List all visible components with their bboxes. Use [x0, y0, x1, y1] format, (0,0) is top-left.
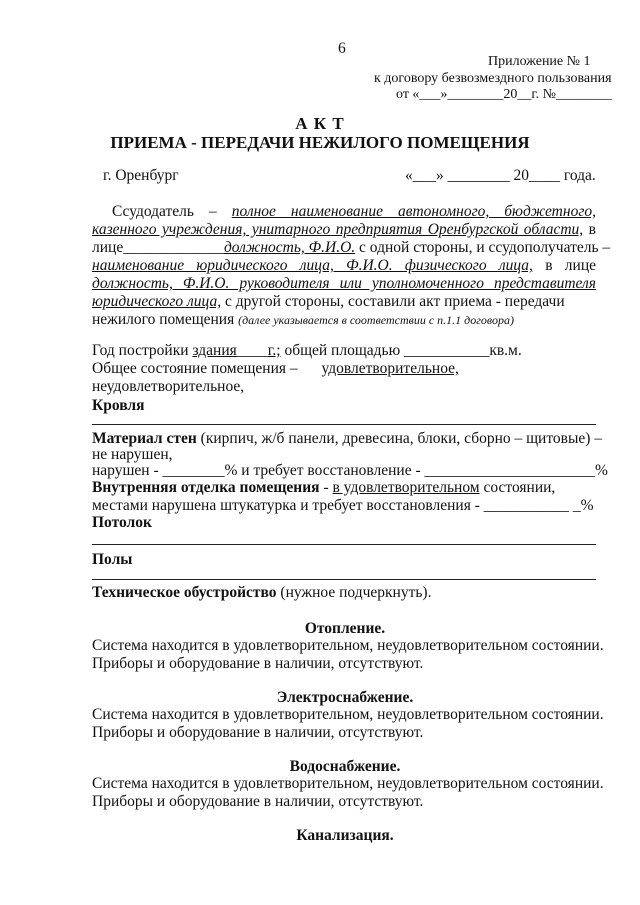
appendix-contract: к договору безвозмездного пользования [374, 71, 612, 86]
electricity-title: Электроснабжение. [276, 689, 414, 706]
appendix-date-number: от «___»________20__г. №________ [396, 87, 612, 102]
sewerage-title: Канализация. [296, 827, 394, 844]
lender-position-placeholder: должность, Ф.И.О. [223, 239, 356, 256]
text: Год постройки [92, 342, 189, 359]
city: г. Оренбург [103, 167, 179, 184]
electricity-devices: Приборы и оборудование в наличии, отсутствуют. [92, 724, 424, 741]
walls-options: (кирпич, ж/б панели, древесина, блоки, сборно – щитовые) – [196, 430, 603, 447]
page-number: 6 [338, 40, 346, 57]
lender-name-placeholder-cont: казенного учреждения, унитарного предприятия Оренбургской области, [92, 221, 584, 238]
blank-field: _____________ [123, 239, 224, 256]
walls-broken-line: нарушен - ________% и требует восстановление - ______________________% [92, 462, 608, 479]
construction-year-line [92, 342, 522, 360]
technical-equipment-line [92, 584, 431, 602]
floors-label: Полы [92, 551, 133, 568]
heating-state: Система находится в удовлетворительном, неудовлетворительном состоянии. [92, 637, 604, 654]
intro-line-3 [92, 239, 611, 257]
water-supply-devices: Приборы и оборудование в наличии, отсутствуют. [92, 793, 424, 810]
text: с одной стороны, и ссудополучатель – [355, 239, 611, 256]
borrower-representative-placeholder: должность, Ф.И.О. руководителя или уполномоченного представителя [92, 275, 596, 292]
text: нежилого помещения [92, 311, 239, 328]
water-supply-state: Система находится в удовлетворительном, неудовлетворительном состоянии. [92, 775, 604, 792]
act-subtitle: ПРИЕМА - ПЕРЕДАЧИ НЕЖИЛОГО ПОМЕЩЕНИЯ [110, 133, 530, 152]
heating-title: Отопление. [304, 620, 386, 637]
text: Общее состояние помещения – [92, 360, 298, 377]
ceiling-line [92, 544, 596, 545]
intro-line-4 [92, 257, 596, 275]
roof-label: Кровля [92, 397, 145, 414]
intro-line-2 [92, 221, 596, 239]
floors-line [92, 579, 596, 580]
general-state-line [92, 360, 459, 378]
contract-reference-note: (далее указывается в соответствии с п.1.1 договора) [238, 313, 514, 327]
interior-finish-label: Внутренняя отделка помещения [92, 479, 320, 496]
walls-label: Материал стен [92, 430, 197, 447]
intro-line-6 [92, 293, 596, 311]
state-satisfactory: удовлетворительное, [321, 360, 459, 377]
blank-field: ____ [236, 342, 268, 359]
roof-line [92, 424, 596, 425]
text: - [319, 479, 333, 496]
area-field: общей площадью ___________кв.м. [280, 342, 522, 359]
year-suffix: г.; [267, 342, 281, 359]
heating-devices: Приборы и оборудование в наличии, отсутствуют. [92, 655, 424, 672]
lender-label: Ссудодатель – [112, 203, 217, 220]
intro-line-7 [92, 311, 514, 329]
walls-not-broken: не нарушен, [92, 446, 173, 463]
interior-finish-line [92, 479, 555, 497]
plaster-damage-line: местами нарушена штукатурка и требует восстановления - ___________ _% [92, 497, 594, 514]
intro-line-1 [112, 203, 596, 221]
year-field: здания [192, 342, 237, 359]
appendix-title: Приложение № 1 [488, 54, 591, 69]
text: лице [92, 239, 124, 256]
document-date: «___» ________ 20____ года. [405, 167, 596, 184]
finish-satisfactory: в удовлетворительном [332, 479, 480, 496]
text: с другой стороны, составили акт приема - передачи [221, 293, 565, 310]
text: (нужное подчеркнуть). [276, 584, 432, 601]
text: в лице [532, 257, 596, 274]
water-supply-title: Водоснабжение. [289, 758, 401, 775]
state-unsatisfactory: неудовлетворительное, [92, 378, 245, 395]
lender-name-placeholder: полное наименование автономного, бюджетного, [231, 203, 596, 220]
text: состоянии, [479, 479, 556, 496]
ceiling-label: Потолок [92, 514, 152, 531]
borrower-name-placeholder: наименование юридического лица, Ф.И.О. физического лица, [92, 257, 533, 274]
electricity-state: Система находится в удовлетворительном, неудовлетворительном состоянии. [92, 706, 604, 723]
technical-equipment-label: Техническое обустройство [92, 584, 277, 601]
act-title: А К Т [295, 114, 345, 133]
text: в [583, 221, 596, 238]
borrower-representative-placeholder-cont: юридического лица, [92, 293, 222, 310]
